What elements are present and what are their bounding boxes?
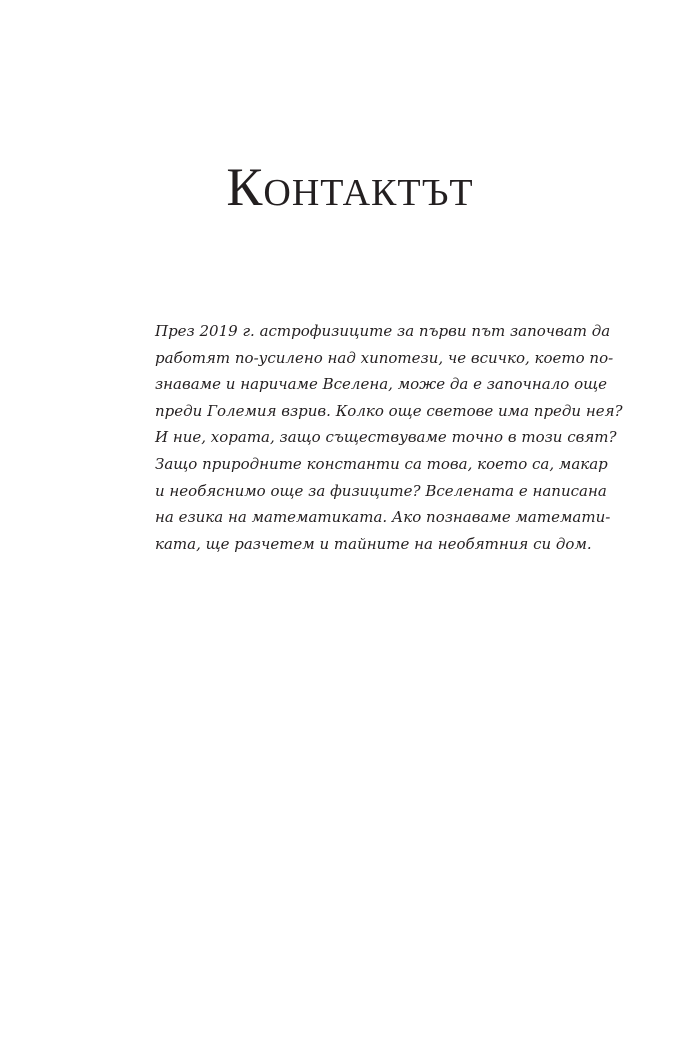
intro-line: на езика на математиката. Ако познаваме математи- [155, 508, 611, 527]
intro-line: знаваме и наричаме Вселена, може да е започнало още [155, 375, 607, 394]
intro-line: Защо природните константи са това, което са, макар [155, 454, 608, 473]
intro-line: преди Големия взрив. Колко още светове има преди нея? [155, 401, 623, 420]
intro-line: и необяснимо още за физиците? Вселената е написана [155, 481, 607, 500]
intro-line: ката, ще разчетем и тайните на необятния си дом. [155, 534, 592, 553]
intro-line: През 2019 г. астрофизиците за първи път започват да [155, 322, 611, 340]
intro-line: И ние, хората, защо съществуваме точно в този свят? [155, 428, 617, 447]
chapter-intro-paragraph [155, 318, 623, 557]
chapter-title: Контактът [226, 157, 474, 217]
intro-line: работят по-усилено над хипотези, че всичко, което по- [155, 348, 614, 367]
